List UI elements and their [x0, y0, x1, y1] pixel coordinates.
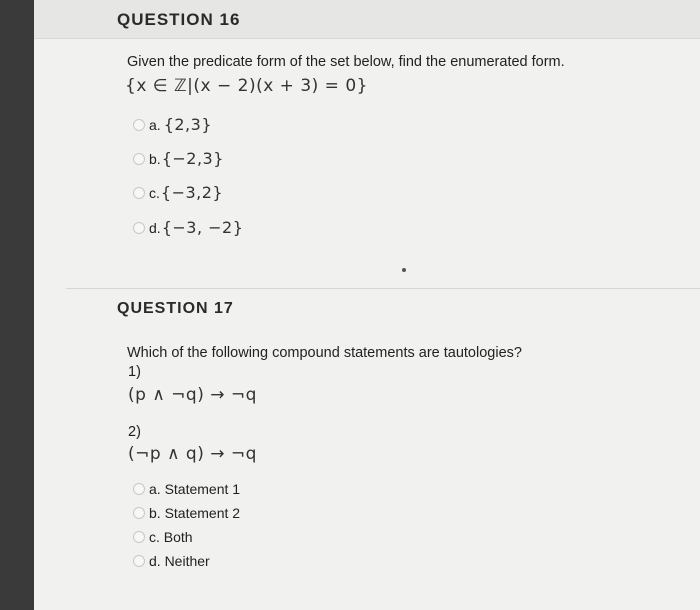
question-16-expression: {x ∈ ℤ|(x − 2)(x + 3) = 0} [125, 76, 368, 96]
radio-button-icon[interactable] [133, 555, 145, 567]
q16-option-c[interactable] [133, 183, 223, 202]
radio-button-icon[interactable] [133, 531, 145, 543]
question-17-prompt: Which of the following compound statements are tautologies? [127, 345, 522, 361]
q17-option-d-label: d. Neither [149, 553, 210, 569]
stray-dot [402, 268, 406, 272]
q17-option-d[interactable] [133, 553, 210, 569]
question-16-prompt: Given the predicate form of the set below, find the enumerated form. [127, 54, 565, 70]
q17-option-a-label: a. Statement 1 [149, 481, 241, 497]
q17-option-c[interactable] [133, 529, 193, 545]
q16-option-b-letter: b. [149, 150, 161, 167]
q16-option-a-value: {2,3} [163, 115, 212, 134]
q16-option-d-value: {−3, −2} [161, 218, 244, 237]
statement-1-formula: (p ∧ ¬q) → ¬q [128, 385, 257, 405]
q16-option-c-value: {−3,2} [160, 183, 224, 202]
q16-option-c-letter: c. [149, 184, 160, 201]
question-16-title: QUESTION 16 [117, 10, 241, 29]
radio-button-icon[interactable] [133, 507, 145, 519]
q17-option-b-label: b. Statement 2 [149, 505, 241, 521]
q16-option-a-letter: a. [149, 116, 161, 133]
question-17-title: QUESTION 17 [117, 300, 234, 317]
statement-2-formula: (¬p ∧ q) → ¬q [128, 444, 257, 464]
q16-option-d-letter: d. [149, 219, 161, 236]
radio-button-icon[interactable] [133, 153, 145, 165]
statement-1-number: 1) [128, 364, 141, 380]
q16-option-a[interactable] [133, 115, 212, 134]
q16-option-d[interactable] [133, 218, 243, 237]
q17-option-a[interactable] [133, 481, 240, 497]
q17-option-c-label: c. Both [149, 529, 193, 545]
radio-button-icon[interactable] [133, 483, 145, 495]
radio-button-icon[interactable] [133, 222, 145, 234]
q17-option-b[interactable] [133, 505, 240, 521]
q16-option-b[interactable] [133, 149, 224, 168]
radio-button-icon[interactable] [133, 119, 145, 131]
statement-2-number: 2) [128, 424, 141, 440]
q16-option-b-value: {−2,3} [161, 149, 224, 168]
radio-button-icon[interactable] [133, 187, 145, 199]
question-divider [66, 288, 700, 289]
